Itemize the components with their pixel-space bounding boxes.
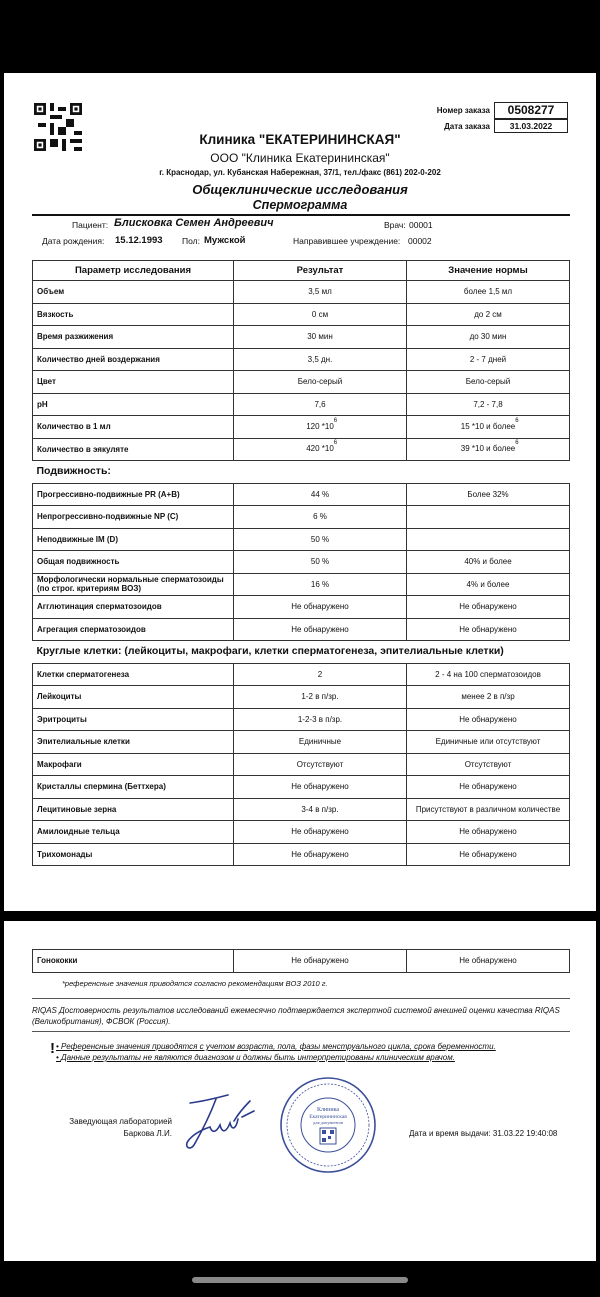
doctor-value: 00001	[409, 220, 433, 230]
result-cell	[234, 416, 407, 439]
table-row	[33, 393, 570, 416]
norm-cell: Не обнаружено	[407, 708, 570, 731]
param-cell: Количество в эякуляте	[33, 438, 234, 461]
riqas-note: RIQAS Достоверность результатов исследований ежемесячно подтверждается экспертной системой внешней оценки качества RIQAS (Великобритания), ФСВОК (Россия).	[32, 1006, 560, 1026]
result-cell: Не обнаружено	[234, 843, 407, 866]
sex-value: Мужской	[204, 235, 246, 246]
table-row	[33, 618, 570, 641]
dob-label: Дата рождения:	[42, 236, 105, 246]
param-cell: pH	[33, 393, 234, 416]
clinic-org: ООО "Клиника Екатерининская"	[210, 151, 390, 165]
warning-text-2: Данные результаты не являются диагнозом и должны быть интерпретированы клиническим врачом.	[61, 1053, 455, 1062]
table-row	[33, 821, 570, 844]
table-row	[33, 281, 570, 304]
result-cell: 16 %	[234, 573, 407, 596]
exponent: 6	[333, 440, 338, 447]
result-cell: Не обнаружено	[234, 596, 407, 619]
table-row	[33, 483, 570, 506]
param-cell: Объем	[33, 281, 234, 304]
result-cell: 0 см	[234, 303, 407, 326]
result-cell: 44 %	[234, 483, 407, 506]
result-cell: Не обнаружено	[234, 950, 407, 973]
exponent: 6	[333, 417, 338, 424]
param-cell: Эпителиальные клетки	[33, 731, 234, 754]
norm-cell: Не обнаружено	[407, 596, 570, 619]
param-cell: Неподвижные IM (D)	[33, 528, 234, 551]
param-cell: Лейкоциты	[33, 686, 234, 709]
table-row	[33, 348, 570, 371]
norm-cell: Более 32%	[407, 483, 570, 506]
norm-cell: 7,2 - 7,8	[407, 393, 570, 416]
param-cell: Трихомонады	[33, 843, 234, 866]
table-row	[33, 551, 570, 574]
param-cell: Амилоидные тельца	[33, 821, 234, 844]
exponent: 6	[515, 440, 519, 447]
norm-cell: 2 - 4 на 100 сперматозоидов	[407, 663, 570, 686]
result-cell: 1-2-3 в п/зр.	[234, 708, 407, 731]
norm-cell: Не обнаружено	[407, 843, 570, 866]
table-row	[33, 596, 570, 619]
param-cell: Цвет	[33, 371, 234, 394]
issue-datetime: 31.03.22 19:40:08	[492, 1129, 558, 1138]
clinic-name: Клиника "ЕКАТЕРИНИНСКАЯ"	[199, 132, 401, 147]
param-cell: Эритроциты	[33, 708, 234, 731]
order-date-label: Дата заказа	[444, 122, 490, 131]
norm-cell	[407, 506, 570, 529]
param-cell: Время разжижения	[33, 326, 234, 349]
report-subtitle: Спермограмма	[252, 198, 348, 212]
result-cell: 2	[234, 663, 407, 686]
results-table	[32, 260, 570, 866]
norm-cell: Не обнаружено	[407, 776, 570, 799]
result-cell: 1-2 в п/зр.	[234, 686, 407, 709]
result-cell: Отсутствуют	[234, 753, 407, 776]
norm-cell: Не обнаружено	[407, 618, 570, 641]
norm-cell	[407, 528, 570, 551]
results-table-continued	[32, 949, 570, 973]
norm-cell: Не обнаружено	[407, 950, 570, 973]
param-cell: Общая подвижность	[33, 551, 234, 574]
table-row	[33, 843, 570, 866]
result-cell: Не обнаружено	[234, 618, 407, 641]
footer-divider-2	[32, 1031, 570, 1032]
param-cell: Прогрессивно-подвижные PR (A+B)	[33, 483, 234, 506]
norm-cell: менее 2 в п/зр	[407, 686, 570, 709]
result-cell: 3,5 дн.	[234, 348, 407, 371]
param-cell: Непрогрессивно-подвижные NP (C)	[33, 506, 234, 529]
footer-divider	[32, 998, 570, 999]
result-cell: 7,6	[234, 393, 407, 416]
doctor-label: Врач:	[384, 220, 406, 230]
stamp-text-3: для документов	[312, 1120, 344, 1125]
home-indicator[interactable]	[192, 1277, 408, 1283]
norm-cell	[407, 416, 570, 439]
norm-cell: Единичные или отсутствуют	[407, 731, 570, 754]
param-cell: Агрегация сперматозоидов	[33, 618, 234, 641]
result-cell: 30 мин	[234, 326, 407, 349]
param-cell: Макрофаги	[33, 753, 234, 776]
value: 120 *10	[306, 421, 334, 431]
warning-icon: !	[50, 1040, 55, 1057]
dob-value: 15.12.1993	[115, 235, 163, 246]
col-header-norm: Значение нормы	[407, 261, 570, 281]
norm-cell	[407, 438, 570, 461]
referral-value: 00002	[408, 236, 432, 246]
value: 15 *10 и более	[460, 421, 516, 431]
issue-datetime-line	[409, 1129, 557, 1138]
param-cell: Морфологически нормальные сперматозоиды (по строг. критериям ВОЗ)	[33, 573, 234, 596]
order-number-label: Номер заказа	[436, 106, 490, 115]
warning-text-1: Референсные значения приводятся с учетом возраста, пола, фазы менструального цикла, срока беременности.	[61, 1042, 496, 1051]
section-motility	[33, 461, 570, 484]
issue-label: Дата и время выдачи:	[409, 1129, 491, 1138]
patient-name: Блисковка Семен Андреевич	[114, 217, 274, 229]
result-cell: Единичные	[234, 731, 407, 754]
table-row	[33, 303, 570, 326]
table-row	[33, 326, 570, 349]
result-cell: Бело-серый	[234, 371, 407, 394]
head-lab-label: Заведующая лабораторией	[69, 1117, 172, 1126]
param-cell: Гонококки	[33, 950, 234, 973]
col-header-parameter: Параметр исследования	[33, 261, 234, 281]
table-row	[33, 573, 570, 596]
value: 420 *10	[306, 444, 334, 454]
report-title: Общеклинические исследования	[192, 182, 408, 197]
section-round-cells	[33, 641, 570, 664]
result-cell: 6 %	[234, 506, 407, 529]
table-row	[33, 686, 570, 709]
param-cell: Количество в 1 мл	[33, 416, 234, 439]
table-row	[33, 663, 570, 686]
table-row	[33, 708, 570, 731]
table-row	[33, 753, 570, 776]
header-divider	[32, 214, 570, 216]
result-cell	[234, 438, 407, 461]
result-cell: 3,5 мл	[234, 281, 407, 304]
value: 39 *10 и более	[460, 444, 516, 454]
norm-cell: до 2 см	[407, 303, 570, 326]
report-page-1	[4, 73, 596, 911]
clinic-stamp-icon	[278, 1075, 378, 1175]
head-lab-name: Баркова Л.И.	[123, 1129, 172, 1138]
param-cell: Вязкость	[33, 303, 234, 326]
table-row	[33, 506, 570, 529]
order-date: 31.03.2022	[494, 119, 568, 133]
norm-cell: 2 - 7 дней	[407, 348, 570, 371]
result-cell: Не обнаружено	[234, 776, 407, 799]
table-row	[33, 416, 570, 439]
norm-cell: до 30 мин	[407, 326, 570, 349]
sex-label: Пол:	[182, 236, 200, 246]
param-cell: Агглютинация сперматозоидов	[33, 596, 234, 619]
stamp-text-1: Клиника	[316, 1107, 340, 1113]
result-cell: 3-4 в п/зр.	[234, 798, 407, 821]
order-number: 0508277	[494, 102, 568, 119]
table-row	[33, 438, 570, 461]
report-page-2	[4, 921, 596, 1261]
section-title: Подвижность:	[33, 461, 570, 484]
param-cell: Клетки сперматогенеза	[33, 663, 234, 686]
table-row	[33, 798, 570, 821]
param-cell: Кристаллы спермина (Беттхера)	[33, 776, 234, 799]
table-header-row	[33, 261, 570, 281]
result-cell: 50 %	[234, 528, 407, 551]
param-cell: Лецитиновые зерна	[33, 798, 234, 821]
stamp-text-2: Екатерининская	[309, 1114, 347, 1120]
norm-cell: более 1,5 мл	[407, 281, 570, 304]
norm-cell: 40% и более	[407, 551, 570, 574]
norm-cell: Бело-серый	[407, 371, 570, 394]
norm-cell: Присутствуют в различном количестве	[407, 798, 570, 821]
section-title: Круглые клетки: (лейкоциты, макрофаги, клетки сперматогенеза, эпителиальные клетки)	[33, 641, 570, 664]
warning-line-2: • Данные результаты не являются диагнозом и должны быть интерпретированы клиническим врачом.	[56, 1053, 455, 1062]
param-cell: Количество дней воздержания	[33, 348, 234, 371]
signature-icon	[176, 1089, 266, 1155]
col-header-result: Результат	[234, 261, 407, 281]
exponent: 6	[515, 417, 519, 424]
table-row	[33, 731, 570, 754]
table-row	[33, 776, 570, 799]
reference-note: *референсные значения приводятся согласно рекомендациям ВОЗ 2010 г.	[62, 979, 328, 988]
referral-label: Направившее учреждение:	[293, 236, 401, 246]
clinic-address: г. Краснодар, ул. Кубанская Набережная, 37/1, тел./факс (861) 202-0-202	[159, 168, 441, 177]
table-row	[33, 371, 570, 394]
warning-line-1: • Референсные значения приводятся с учетом возраста, пола, фазы менструального цикла, срока беременности.	[56, 1042, 496, 1051]
table-row	[33, 950, 570, 973]
result-cell: 50 %	[234, 551, 407, 574]
norm-cell: 4% и более	[407, 573, 570, 596]
result-cell: Не обнаружено	[234, 821, 407, 844]
patient-label: Пациент:	[72, 220, 109, 230]
table-row	[33, 528, 570, 551]
norm-cell: Не обнаружено	[407, 821, 570, 844]
norm-cell: Отсутствуют	[407, 753, 570, 776]
